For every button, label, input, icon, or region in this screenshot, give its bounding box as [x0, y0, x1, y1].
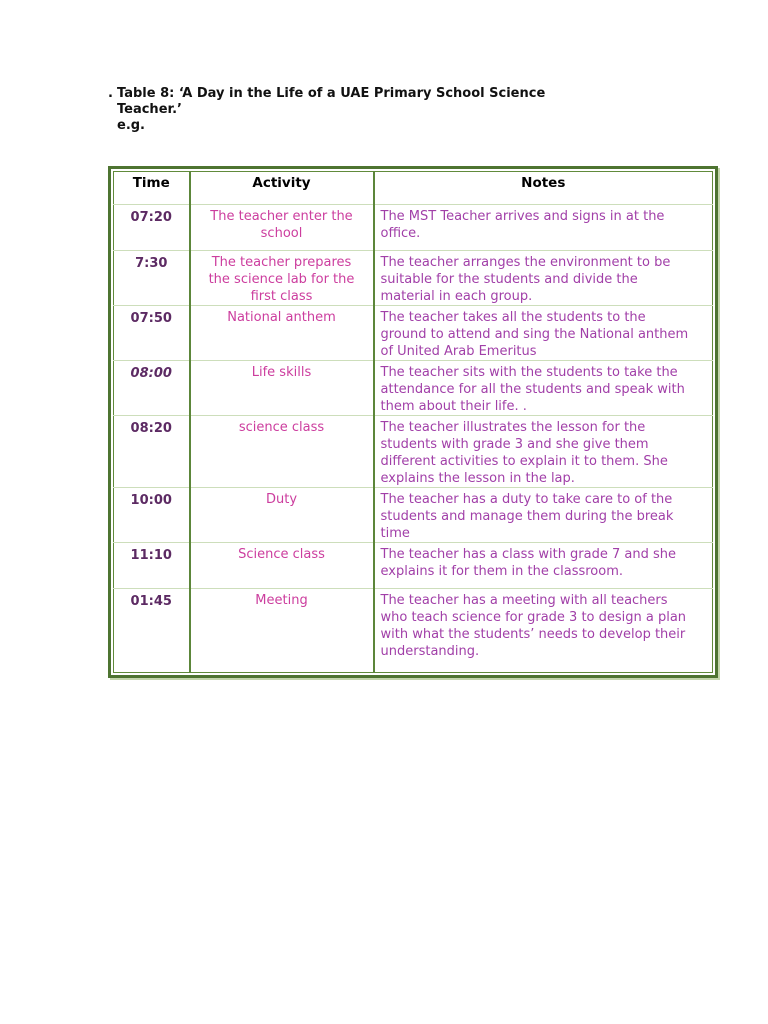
header-time: Time	[132, 175, 170, 191]
activity-cell: The teacher enter the school	[190, 205, 374, 251]
table-row	[114, 306, 713, 361]
time-cell: 08:20	[114, 416, 190, 488]
table-row	[114, 589, 713, 673]
table-body	[114, 205, 713, 673]
leading-period: .	[108, 86, 113, 101]
time-cell: 08:00	[114, 361, 190, 416]
table-row	[114, 488, 713, 543]
activity-cell: Duty	[190, 488, 374, 543]
notes-cell: The teacher has a meeting with all teachers who teach science for grade 3 to design a plan with what the students’ needs to develop their understanding.	[374, 589, 713, 673]
document-title	[117, 86, 617, 134]
schedule-table	[113, 171, 713, 673]
table-row	[114, 251, 713, 306]
header-activity: Activity	[190, 172, 374, 205]
notes-cell: The teacher illustrates the lesson for the students with grade 3 and she give them different activities to explain it to them. She explains the lesson in the lap.	[374, 416, 713, 488]
activity-cell: Science class	[190, 543, 374, 589]
table-row	[114, 205, 713, 251]
time-cell: 07:20	[114, 205, 190, 251]
table-header	[114, 172, 713, 205]
title-line-2: Teacher.’	[117, 102, 182, 117]
schedule-table-frame	[108, 166, 718, 678]
time-cell: 7:30	[114, 251, 190, 306]
title-line-1: Table 8: ‘A Day in the Life of a UAE Primary School Science	[117, 86, 546, 101]
table-row	[114, 543, 713, 589]
notes-cell: The teacher takes all the students to the ground to attend and sing the National anthem of United Arab Emeritus	[374, 306, 713, 361]
activity-cell: The teacher prepares the science lab for the first class	[190, 251, 374, 306]
header-notes: Notes	[374, 172, 713, 205]
time-cell: 01:45	[114, 589, 190, 673]
activity-cell: National anthem	[190, 306, 374, 361]
time-cell: 10:00	[114, 488, 190, 543]
header-row	[114, 172, 713, 205]
activity-cell: Meeting	[190, 589, 374, 673]
notes-cell: The teacher has a class with grade 7 and she explains it for them in the classroom.	[374, 543, 713, 589]
time-cell: 07:50	[114, 306, 190, 361]
notes-cell: The teacher sits with the students to take the attendance for all the students and speak with them about their life. .	[374, 361, 713, 416]
time-cell: 11:10	[114, 543, 190, 589]
activity-cell: science class	[190, 416, 374, 488]
table-row	[114, 416, 713, 488]
notes-cell: The teacher arranges the environment to be suitable for the students and divide the material in each group.	[374, 251, 713, 306]
notes-cell: The teacher has a duty to take care to of the students and manage them during the break time	[374, 488, 713, 543]
table-row	[114, 361, 713, 416]
notes-cell: The MST Teacher arrives and signs in at the office.	[374, 205, 713, 251]
activity-cell: Life skills	[190, 361, 374, 416]
example-label: e.g.	[117, 118, 145, 133]
